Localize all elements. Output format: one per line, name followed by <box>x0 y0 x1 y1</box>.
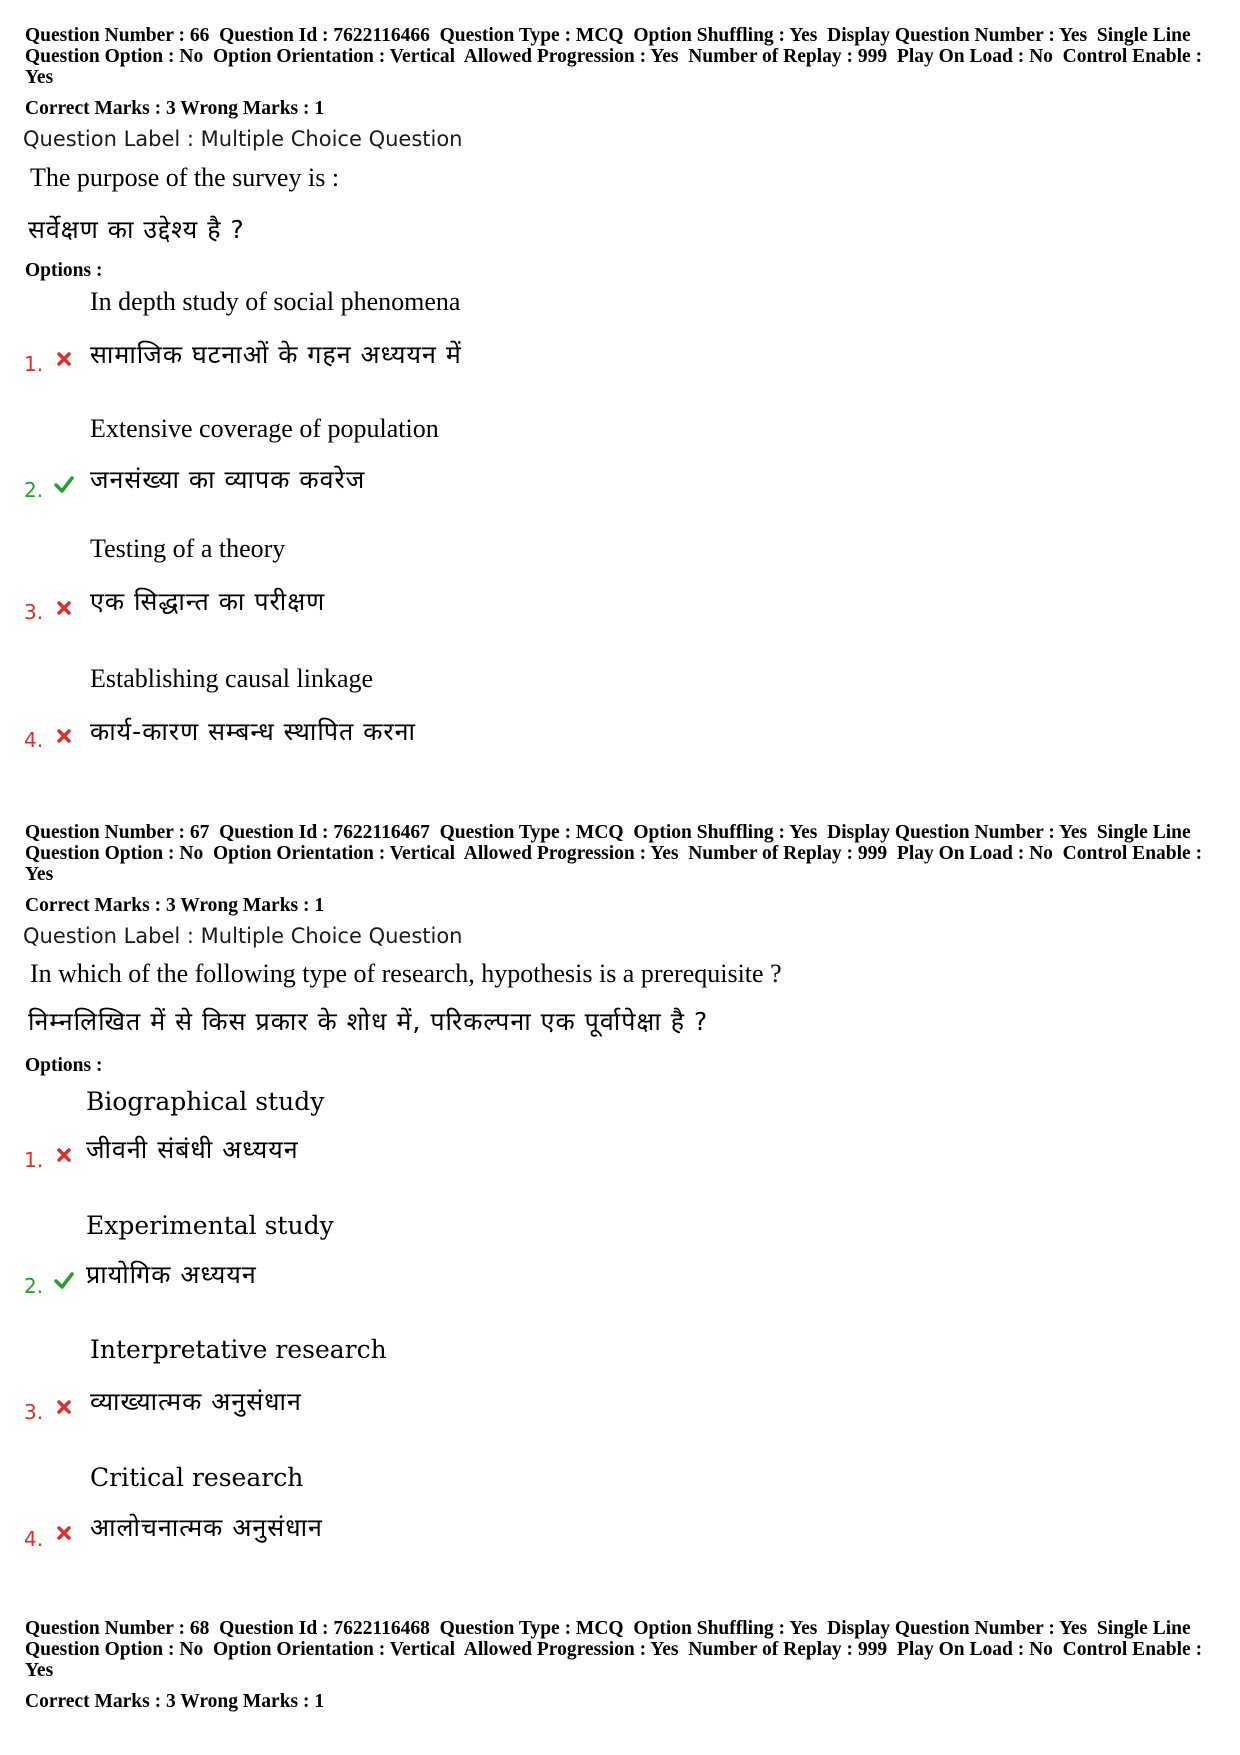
question-text-hindi: सर्वेक्षण का उद्देश्य है ? <box>28 215 245 244</box>
question-label: Question Label : Multiple Choice Question <box>23 127 463 151</box>
option-number: 2. <box>24 1274 44 1298</box>
option-text-hindi: जनसंख्या का व्यापक कवरेज <box>90 465 366 494</box>
cross-icon <box>54 1145 74 1165</box>
question-text-english: In which of the following type of research, hypothesis is a prerequisite ? <box>30 959 782 988</box>
option-number: 1. <box>24 1148 44 1172</box>
option-text-english: Experimental study <box>86 1211 334 1240</box>
option-number: 3. <box>24 600 44 624</box>
option-text-hindi: कार्य-कारण सम्बन्ध स्थापित करना <box>90 717 416 746</box>
cross-icon <box>54 1397 74 1417</box>
cross-icon <box>54 726 74 746</box>
question-label: Question Label : Multiple Choice Question <box>23 924 463 948</box>
question-meta: Question Number : 68 Question Id : 7622116468 Question Type : MCQ Option Shuffling : Yes Display Question Number : Yes Single Line Question Option : No Option Orientation : Vertical Allowed Progression : Yes Number of Replay : 999 Play On Load : No Control Enable : Yes <box>25 1618 1207 1681</box>
question-meta: Question Number : 67 Question Id : 7622116467 Question Type : MCQ Option Shuffling : Yes Display Question Number : Yes Single Line Question Option : No Option Orientation : Vertical Allowed Progression : Yes Number of Replay : 999 Play On Load : No Control Enable : Yes <box>25 822 1207 885</box>
option-text-english: Establishing causal linkage <box>90 664 374 693</box>
check-icon <box>54 474 74 494</box>
option-text-english: Biographical study <box>86 1087 325 1116</box>
option-number: 3. <box>24 1400 44 1424</box>
question-marks: Correct Marks : 3 Wrong Marks : 1 <box>25 98 325 119</box>
option-text-hindi: आलोचनात्मक अनुसंधान <box>90 1513 323 1542</box>
option-text-english: Extensive coverage of population <box>90 414 439 443</box>
option-text-hindi: एक सिद्धान्त का परीक्षण <box>90 587 326 616</box>
cross-icon <box>54 598 74 618</box>
question-meta: Question Number : 66 Question Id : 7622116466 Question Type : MCQ Option Shuffling : Yes Display Question Number : Yes Single Line Question Option : No Option Orientation : Vertical Allowed Progression : Yes Number of Replay : 999 Play On Load : No Control Enable : Yes <box>25 25 1207 88</box>
question-marks: Correct Marks : 3 Wrong Marks : 1 <box>25 895 325 916</box>
option-text-english: Testing of a theory <box>90 534 286 563</box>
option-text-hindi: प्रायोगिक अध्ययन <box>86 1260 257 1289</box>
cross-icon <box>54 349 74 369</box>
option-text-hindi: सामाजिक घटनाओं के गहन अध्ययन में <box>90 340 462 369</box>
cross-icon <box>54 1523 74 1543</box>
option-number: 4. <box>24 728 44 752</box>
question-text-hindi: निम्नलिखित में से किस प्रकार के शोध में, परिकल्पना एक पूर्वापेक्षा है ? <box>28 1007 709 1036</box>
option-number: 2. <box>24 478 44 502</box>
options-label: Options : <box>25 1055 103 1076</box>
question-text-english: The purpose of the survey is : <box>30 163 340 192</box>
option-text-english: Critical research <box>90 1463 304 1492</box>
check-icon <box>54 1270 74 1290</box>
option-text-hindi: जीवनी संबंधी अध्ययन <box>86 1135 299 1164</box>
option-text-english: Interpretative research <box>90 1335 387 1364</box>
option-text-english: In depth study of social phenomena <box>90 287 461 316</box>
question-marks: Correct Marks : 3 Wrong Marks : 1 <box>25 1691 325 1712</box>
options-label: Options : <box>25 260 103 281</box>
option-number: 4. <box>24 1527 44 1551</box>
option-text-hindi: व्याख्यात्मक अनुसंधान <box>90 1387 302 1416</box>
option-number: 1. <box>24 352 44 376</box>
